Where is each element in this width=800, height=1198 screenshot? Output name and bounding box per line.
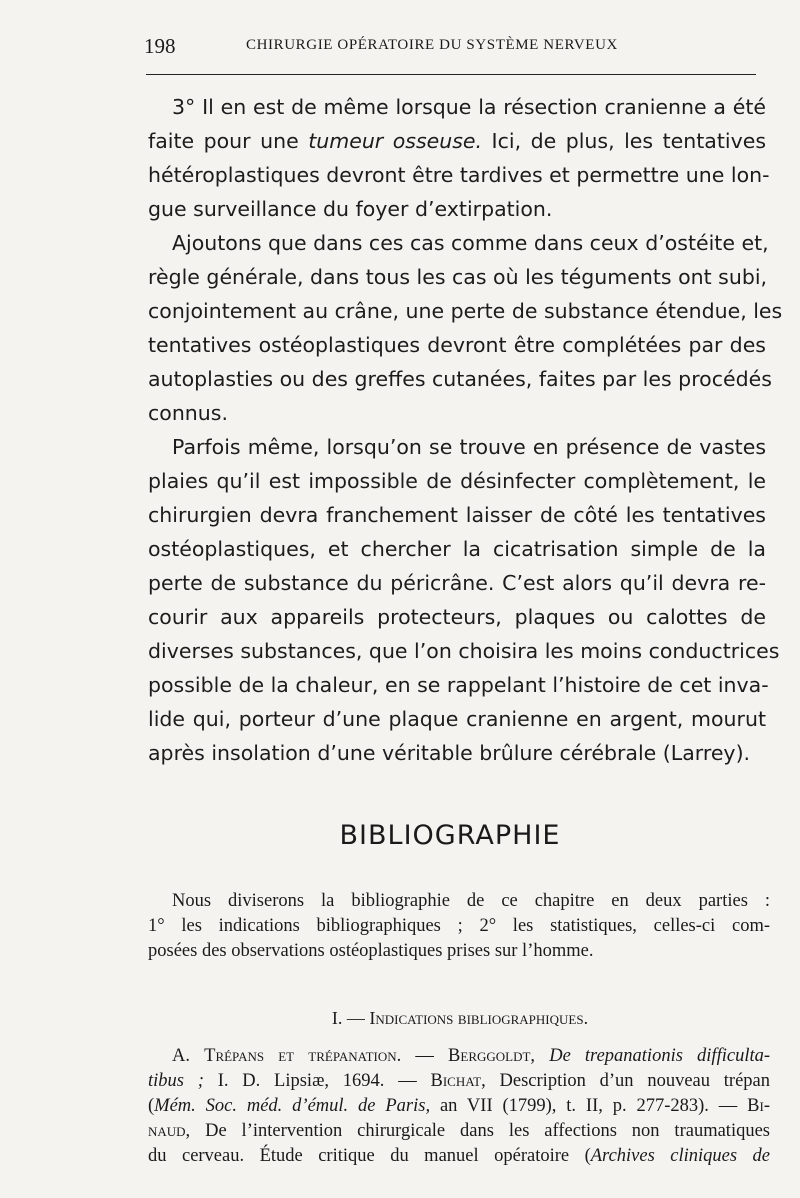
section-heading <box>0 1008 800 1029</box>
text-fragment: ( <box>148 1096 155 1116</box>
italic-title: De trepanationis difficulta- <box>535 1046 771 1066</box>
text-line: diverses substances, que l’on choisira les moins conductrices <box>148 639 780 663</box>
text-fragment: du cerveau. Étude critique du manuel opératoire ( <box>148 1146 591 1166</box>
header-rule <box>146 74 756 75</box>
italic-title: Archives cliniques de <box>590 1146 770 1166</box>
text-line: gue surveillance du foyer d’extirpation. <box>148 197 553 221</box>
text-line: Parfois même, lorsqu’on se trouve en présence de vastes <box>172 435 766 459</box>
text-fragment: A. <box>172 1046 205 1066</box>
text-fragment: De l’intervention chirurgicale dans les affections non traumatiques <box>190 1121 770 1141</box>
text-line: courir aux appareils protecteurs, plaques ou calottes de <box>148 605 766 629</box>
references <box>148 1044 770 1169</box>
text-line: possible de la chaleur, en se rappelant l’histoire de cet inva- <box>148 673 769 697</box>
text-fragment: — <box>401 1046 449 1066</box>
text-line: Nous diviserons la bibliographie de ce chapitre en deux parties : <box>172 891 770 911</box>
paragraph-2 <box>148 226 783 430</box>
running-title: CHIRURGIE OPÉRATOIRE DU SYSTÈME NERVEUX <box>246 37 618 53</box>
text-fragment: faite pour une <box>148 129 309 153</box>
author-name: Bichat, <box>430 1071 486 1091</box>
text-line: connus. <box>148 401 228 425</box>
text-line: chirurgien devra franchement laisser de côté les tentatives <box>148 503 766 527</box>
text-line: lide qui, porteur d’une plaque cranienne en argent, mourut <box>148 707 766 731</box>
text-line <box>148 124 766 158</box>
bibliography-intro <box>148 889 770 964</box>
running-header <box>144 34 756 58</box>
text-fragment: I. D. Lipsiæ, 1694. — <box>203 1071 431 1091</box>
text-line: Ajoutons que dans ces cas comme dans ceux d’ostéite et, <box>172 231 769 255</box>
text-line: hétéroplastiques devront être tardives et permettre une lon- <box>148 163 770 187</box>
text-line: après insolation d’une véritable brûlure cérébrale (Larrey). <box>148 741 751 765</box>
bibliography-heading: BIBLIOGRAPHIE <box>339 820 561 851</box>
italic-title: Mém. Soc. méd. d’émul. de Paris, <box>154 1096 431 1116</box>
italic-term: tumeur osseuse. <box>308 129 483 153</box>
section-title: Indications bibliographiques. <box>369 1008 589 1028</box>
text-line <box>148 1119 770 1144</box>
italic-title: tibus ; <box>148 1071 204 1091</box>
text-fragment: Ici, de plus, les tentatives <box>482 129 766 153</box>
text-fragment: an VII (1799), t. II, p. 277-283). — <box>430 1096 748 1116</box>
text-line: 3° Il en est de même lorsque la résection cranienne a été <box>172 95 766 119</box>
text-line: ostéoplastiques, et chercher la cicatrisation simple de la <box>148 537 766 561</box>
text-line: plaies qu’il est impossible de désinfecter complètement, le <box>148 469 766 493</box>
main-text <box>148 90 783 770</box>
section-number: I. — <box>331 1008 370 1028</box>
text-line: conjointement au crâne, une perte de substance étendue, les <box>148 299 783 323</box>
smallcaps-fragment: Trépans et trépanation. <box>204 1046 402 1066</box>
author-name: Berggoldt, <box>448 1046 536 1066</box>
author-name: naud, <box>148 1121 191 1141</box>
paragraph-1 <box>148 90 770 226</box>
text-line <box>148 1069 770 1094</box>
text-line: autoplasties ou des greffes cutanées, faites par les procédés <box>148 367 772 391</box>
author-name: Bi- <box>747 1096 771 1116</box>
text-line <box>148 1044 770 1069</box>
text-line: tentatives ostéoplastiques devront être complétées par des <box>148 333 766 357</box>
text-line: perte de substance du péricrâne. C’est alors qu’il devra re- <box>148 571 766 595</box>
text-line <box>148 1144 770 1169</box>
text-line: règle générale, dans tous les cas où les téguments ont subi, <box>148 265 768 289</box>
text-line <box>148 1094 770 1119</box>
paragraph-3 <box>148 430 780 770</box>
text-fragment: Description d’un nouveau trépan <box>485 1071 770 1091</box>
page-number: 198 <box>144 34 176 58</box>
text-line: posées des observations ostéoplastiques prises sur l’homme. <box>148 941 594 961</box>
text-line: 1° les indications bibliographiques ; 2° les statistiques, celles-ci com- <box>148 916 770 936</box>
